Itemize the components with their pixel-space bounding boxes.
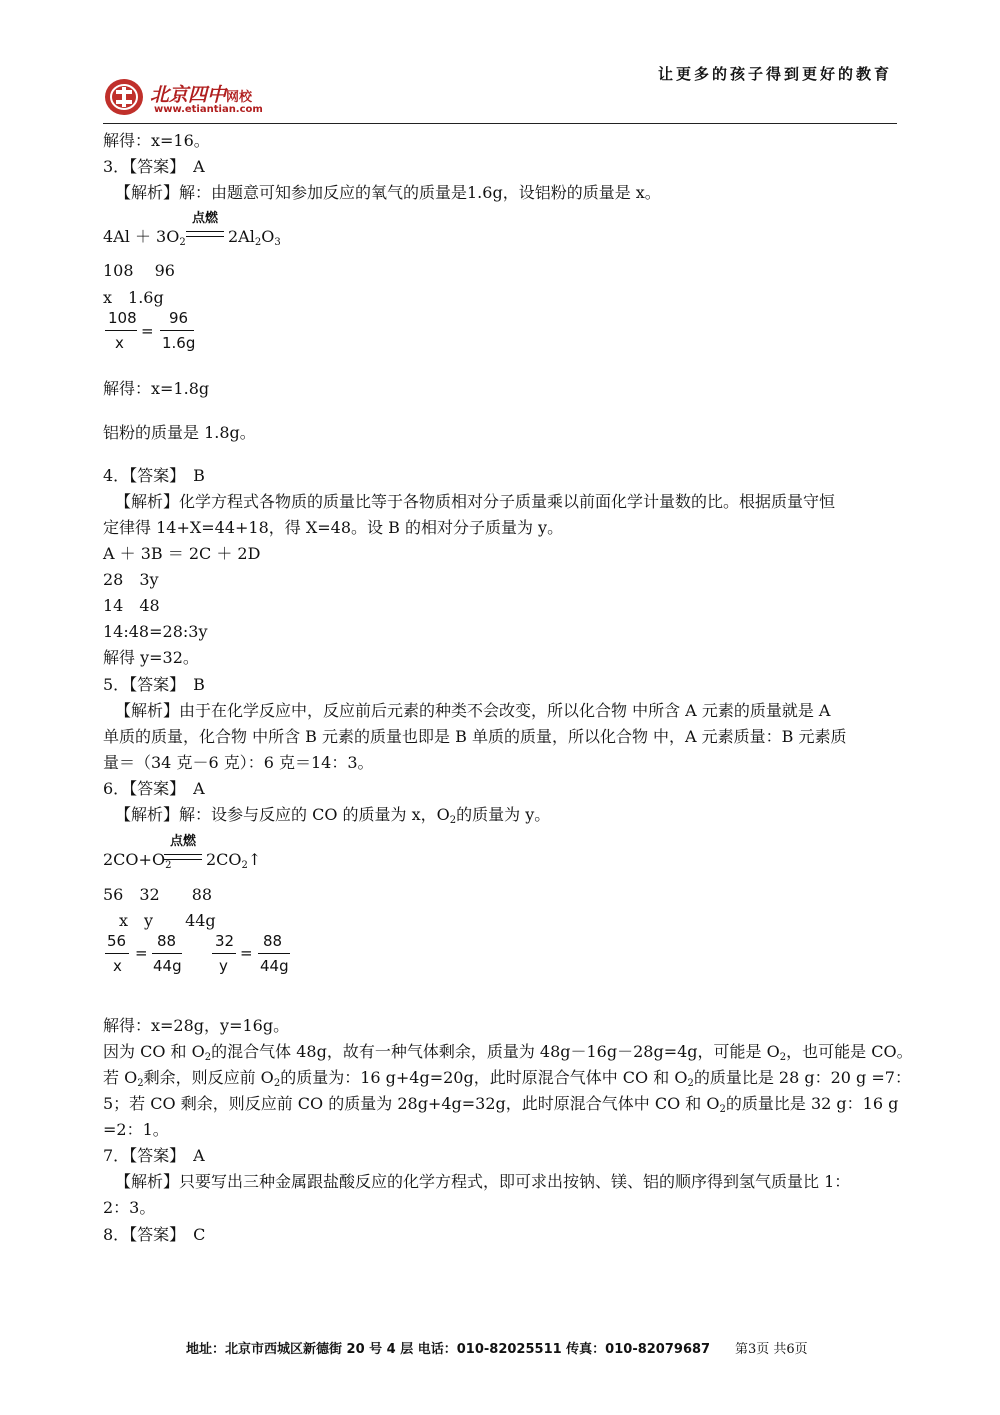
analysis-4: 【解析】化学方程式各物质的质量比等于各物质相对分子质量乘以前面化学计量数的比。根据质量守恒 <box>115 492 836 511</box>
text-line: 单质的质量，化合物 中所含 B 元素的质量也即是 B 单质的质量，所以化合物 中，A 元素质量：B 元素质 <box>103 727 847 746</box>
text-line: 14:48=28:3y <box>103 622 208 641</box>
text-line: x y 44g <box>103 911 216 930</box>
fraction-numerator: 88 <box>157 932 177 950</box>
double-bar <box>186 231 224 237</box>
answer-4: 4．【答案】 B <box>103 466 205 485</box>
page-number: 第3页 共6页 <box>735 1342 808 1357</box>
fraction-numerator: 96 <box>169 309 189 327</box>
text-line: 解得：x=28g，y=16g。 <box>103 1016 290 1035</box>
fraction-numerator: 32 <box>215 932 235 950</box>
answer-5: 5．【答案】 B <box>103 675 205 694</box>
text-line: 56 32 88 <box>103 885 213 904</box>
header-slogan: 让更多的孩子得到更好的教育 <box>658 65 893 83</box>
text-line: 14 48 <box>103 596 160 615</box>
fraction-denominator: y <box>219 957 228 975</box>
equals-sign: = <box>240 944 253 962</box>
text-line: =2：1。 <box>103 1120 169 1139</box>
fraction-numerator: 88 <box>263 932 283 950</box>
text-line: 若 $O_2$剩余，则反应前 $O_2$的质量为：16 g+4g=20g，此时原混合气体中 CO 和 $O_2$的质量比是 28 g：20 g =7： <box>103 1068 911 1089</box>
text-line: x 1.6g <box>103 288 164 307</box>
analysis-3: 【解析】解：由题意可知参加反应的氧气的质量是1.6g，设铝粉的质量是 x。 <box>115 183 661 202</box>
analysis-5: 【解析】由于在化学反应中，反应前后元素的种类不会改变，所以化合物 中所含 A 元素的质量就是 A <box>115 701 831 720</box>
equals-sign: = <box>141 322 154 340</box>
header-rule <box>103 123 897 124</box>
reaction-condition: 点燃 <box>170 834 197 849</box>
fraction-numerator: 108 <box>108 309 137 327</box>
equals-sign: = <box>135 944 148 962</box>
text-line: 定律得 14+X=44+18，得 X=48。设 B 的相对分子质量为 y。 <box>103 518 564 537</box>
text-line: 108 96 <box>103 261 175 280</box>
fraction-denominator: x <box>113 957 122 975</box>
fraction-numerator: 56 <box>107 932 127 950</box>
answer-7: 7．【答案】 A <box>103 1146 205 1165</box>
fraction-denominator: 44g <box>260 957 289 975</box>
analysis-6: 【解析】解：设参与反应的 CO 的质量为 x，$O_2$的质量为 y。 <box>115 805 551 826</box>
text-line: 解得 y=32。 <box>103 648 199 667</box>
text-line: 铝粉的质量是 1.8g。 <box>103 423 256 442</box>
school-logo-icon <box>103 77 149 117</box>
text-line: 量＝（34 克－6 克）：6 克＝14：3。 <box>103 753 374 772</box>
text-line: 因为 CO 和 $O_2$的混合气体 48g，故有一种气体剩余，质量为 48g－16g－28g=4g，可能是 $O_2$，也可能是 CO。 <box>103 1042 913 1063</box>
double-bar <box>164 854 202 860</box>
fraction-denominator: 44g <box>153 957 182 975</box>
fraction-denominator: x <box>115 334 124 352</box>
reaction-condition: 点燃 <box>192 211 219 226</box>
logo-url: www.etiantian.com <box>154 104 263 115</box>
text-line: 28 3y <box>103 570 159 589</box>
answer-8: 8．【答案】 C <box>103 1225 206 1244</box>
analysis-7: 【解析】只要写出三种金属跟盐酸反应的化学方程式，即可求出按钠、镁、铝的顺序得到氢气质量比 1： <box>115 1172 851 1191</box>
text-line: A ＋ 3B ＝ 2C ＋ 2D <box>103 544 261 563</box>
text-line: 解得：x=16。 <box>103 131 210 150</box>
text-line: 2：3。 <box>103 1198 156 1217</box>
answer-3: 3．【答案】 A <box>103 157 205 176</box>
footer-address: 地址：北京市西城区新德街 20 号 4 层 电话：010-82025511 传真：010-82079687 <box>186 1342 711 1357</box>
text-line: 解得：x=1.8g <box>103 379 210 398</box>
fraction-denominator: 1.6g <box>162 334 196 352</box>
answer-6: 6．【答案】 A <box>103 779 205 798</box>
text-line: 5；若 CO 剩余，则反应前 CO 的质量为 28g+4g=32g，此时原混合气体中 CO 和 $O_2$的质量比是 32 g：16 g <box>103 1094 899 1115</box>
logo-name: 北京四中网校 <box>150 84 253 106</box>
